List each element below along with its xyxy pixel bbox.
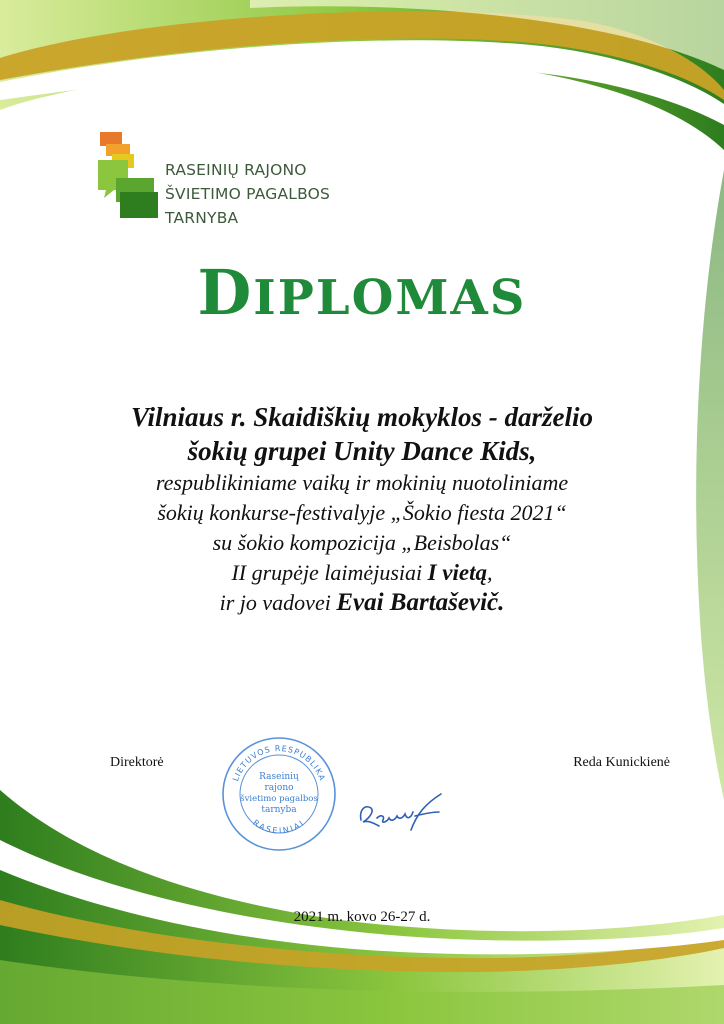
stamp-inner-line2: rajono xyxy=(264,783,294,793)
organization-logo xyxy=(98,130,162,226)
signatory-name: Reda Kunickienė xyxy=(573,755,670,770)
leader-name: Evai Bartaševič. xyxy=(336,589,505,616)
stamp-inner-line4: tarnyba xyxy=(261,805,297,815)
official-stamp xyxy=(220,735,338,853)
award-text-line2: šokių grupei Unity Dance Kids, xyxy=(187,436,537,466)
award-text xyxy=(40,400,684,618)
svg-text:RASEINIAI xyxy=(251,818,306,835)
diploma-title-rest: IPLOMAS xyxy=(253,270,527,326)
stamp-outer-top: LIETUVOS RESPUBLIKA xyxy=(231,743,327,783)
diploma-title xyxy=(0,256,724,329)
issue-date: 2021 m. kovo 26-27 d. xyxy=(293,909,431,925)
handwritten-signature xyxy=(355,790,445,835)
organization-name-line1: RASEINIŲ RAJONO xyxy=(165,161,307,179)
stamp-outer-bottom: RASEINIAI xyxy=(251,818,307,836)
award-text-line6 xyxy=(40,558,684,588)
award-text-line5: su šokio kompozicija „Beisbolas“ xyxy=(212,530,512,555)
award-text-line3: respublikiniame vaikų ir mokinių nuotoliniame xyxy=(155,470,569,495)
stamp-inner-line3: švietimo pagalbos xyxy=(240,794,318,804)
award-text-line4: šokių konkurse-festivalyje „Šokio fiesta 2021“ xyxy=(157,500,567,525)
organization-name-line3: TARNYBA xyxy=(165,209,239,227)
award-place: I vietą xyxy=(427,560,488,585)
award-text-line1: Vilniaus r. Skaidiškių mokyklos - darželio xyxy=(130,402,594,432)
award-text-line6-suffix: , xyxy=(487,560,493,585)
signatory-role: Direktorė xyxy=(110,755,164,770)
award-text-line7-prefix: ir jo vadovei xyxy=(219,590,337,615)
diploma-title-initial: D xyxy=(197,256,254,329)
award-text-line6-prefix: II grupėje laimėjusiai xyxy=(231,560,428,585)
stamp-inner-line1: Raseinių xyxy=(259,772,299,782)
organization-name xyxy=(165,158,330,230)
award-text-line7 xyxy=(40,588,684,618)
organization-name-line2: ŠVIETIMO PAGALBOS xyxy=(165,185,331,203)
